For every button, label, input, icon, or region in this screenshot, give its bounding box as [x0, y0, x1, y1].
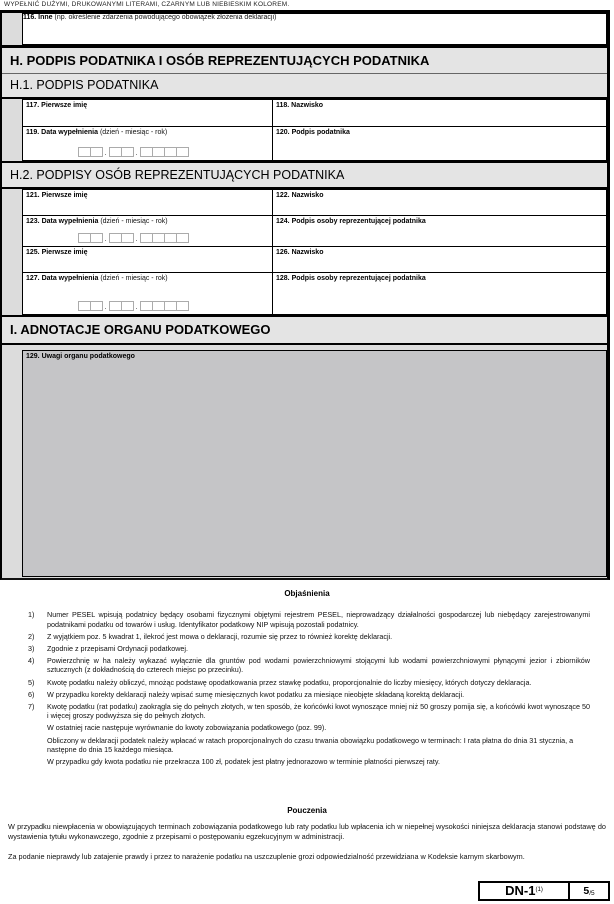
field-121-pierwsze-imie[interactable]: [23, 190, 272, 215]
field-116-inne[interactable]: [22, 13, 607, 45]
field-129-uwagi-organu[interactable]: [22, 350, 607, 577]
admonition-paragraph: W przypadku niewpłacenia w obowiązujących terminach zobowiązania podatkowego lub raty podatku lub wpłacenia ich w niepełnej wysokości niniejsza deklaracja stanowi podstawę do wystawienia tytułu wykonawczego, zgodnie z przepisami o postępowaniu egzekucyjnym w administracji.: [8, 822, 606, 842]
field-118-label: 118. Nazwisko: [276, 102, 324, 109]
list-item: 2) Z wyjątkiem poz. 5 kwadrat 1, ilekroć jest mowa o deklaracji, rozumie się przez to również korektę deklaracji.: [28, 631, 393, 641]
field-119-data-wypelnienia[interactable]: [23, 127, 272, 160]
field-127-hint: (dzień - miesiąc - rok): [100, 275, 168, 282]
field-122-nazwisko[interactable]: [273, 190, 606, 215]
admonition-paragraph: Za podanie nieprawdy lub zatajenie prawdy i przez to narażenie podatku na uszczuplenie grozi odpowiedzialność przewidziana w Kodeksie karnym skarbowym.: [8, 852, 525, 861]
field-120-podpis-podatnika[interactable]: [273, 127, 606, 160]
section-h1-header: H.1. PODPIS PODATNIKA: [2, 74, 607, 99]
list-item-7-sub: W przypadku gdy kwota podatku nie przekracza 100 zł, podatek jest płatny jednorazowo w terminie płatności pierwszej raty.: [47, 757, 440, 767]
field-125-label: 125. Pierwsze imię: [26, 249, 88, 256]
section-i-header: I. ADNOTACJE ORGANU PODATKOWEGO: [2, 315, 607, 345]
field-117-pierwsze-imie[interactable]: [23, 100, 272, 126]
field-128-podpis-osoby[interactable]: [273, 273, 606, 314]
field-121-label: 121. Pierwsze imię: [26, 192, 88, 199]
section-h-header: H. PODPIS PODATNIKA I OSÓB REPREZENTUJĄCYCH PODATNIKA: [2, 48, 607, 74]
page-indicator: [568, 883, 608, 899]
form-code-text: DN-1: [505, 883, 536, 898]
field-126-label: 126. Nazwisko: [276, 249, 324, 256]
field-125-pierwsze-imie[interactable]: [23, 247, 272, 272]
field-118-nazwisko[interactable]: [273, 100, 606, 126]
form-code: [480, 883, 568, 899]
field-127-data-wypelnienia[interactable]: [23, 273, 272, 314]
admonitions-heading: Pouczenia: [287, 806, 327, 815]
list-item: 1) Numer PESEL wpisują podatnicy będący osobami fizycznymi objętymi rejestrem PESEL, nieprowadzący działalności gospodarczej lub niebędący zarejestrowanymi podatnikami podatku od towarów i usług. Identyfikator podatkowy NIP wpisują pozostali podatnicy.: [28, 610, 590, 629]
list-item: 4) Powierzchnię w ha należy wykazać wyłącznie dla gruntów pod wodami powierzchniowymi stojącymi lub wodami powierzchniowymi płynącymi jezior i zbiorników sztucznych (z dokładnością do czterech miejsc po przecinku).: [28, 655, 590, 675]
field-124-label: 124. Podpis osoby reprezentującej podatnika: [276, 218, 426, 225]
list-item: 3) Zgodnie z przepisami Ordynacji podatkowej.: [28, 643, 189, 653]
field-123-hint: (dzień - miesiąc - rok): [100, 218, 168, 225]
field-116-label: [23, 14, 606, 23]
page-total: /5: [589, 890, 595, 897]
section-h2-header: H.2. PODPISY OSÓB REPREZENTUJĄCYCH PODATNIKA: [2, 161, 607, 189]
field-120-label: 120. Podpis podatnika: [276, 129, 350, 136]
row-116: [2, 13, 607, 48]
field-122-label: 122. Nazwisko: [276, 192, 324, 199]
i-band: [2, 345, 607, 578]
h1-fields: [2, 99, 607, 161]
field-123-date-boxes[interactable]: . .: [78, 233, 188, 243]
form-code-sub: (1): [535, 887, 543, 893]
field-119-date-boxes[interactable]: . .: [78, 147, 188, 157]
field-116-hint: (np. określenie zdarzenia powodującego obowiązek złożenia deklaracji): [54, 14, 277, 21]
field-123-data-wypelnienia[interactable]: [23, 216, 272, 246]
list-item: 5) Kwotę podatku należy obliczyć, mnożąc podstawę opodatkowania przez stawkę podatku, proporcjonalnie do liczby miesięcy, których dotyczy deklaracja.: [28, 677, 532, 687]
list-item-7-sub: Obliczony w deklaracji podatek należy wpłacać w ratach proporcjonalnych do czasu trwania obowiązku podatkowego w terminach: I rata płatna do dnia 31 stycznia, a następne do dnia 15 każdego miesiąca.: [47, 735, 574, 755]
field-123-label: 123. Data wypełnienia: [26, 218, 99, 225]
h2-fields: [2, 189, 607, 315]
field-116-number: 116. Inne: [23, 14, 53, 21]
page-number: 5: [583, 885, 590, 897]
field-127-date-boxes[interactable]: . .: [78, 301, 188, 311]
field-119-label: 119. Data wypełnienia: [26, 129, 98, 136]
field-126-nazwisko[interactable]: [273, 247, 606, 272]
field-124-podpis-osoby[interactable]: [273, 216, 606, 246]
explanations-heading: Objaśnienia: [284, 589, 330, 598]
field-129-label: 129. Uwagi organu podatkowego: [26, 353, 135, 360]
list-item-7-sub: W ostatniej racie następuje wyrównanie do kwoty zobowiązania podatkowego (poz. 99).: [47, 723, 327, 733]
field-127-label: 127. Data wypełnienia: [26, 275, 99, 282]
field-128-label: 128. Podpis osoby reprezentującej podatnika: [276, 275, 426, 282]
explanations-list: [28, 610, 590, 769]
footer-form-code-box: [478, 881, 610, 901]
form-frame: [0, 10, 610, 580]
list-item: 7) Kwotę podatku (rat podatku) zaokrągla się do pełnych złotych, w ten sposób, że końcówki kwot wynoszące mniej niż 50 groszy pomija się, a końcówki kwot wynoszące 50 i więcej groszy podwyższa się do pełnych złotych.: [28, 701, 590, 721]
fill-instruction-text: WYPEŁNIĆ DUŻYMI, DRUKOWANYMI LITERAMI, CZARNYM LUB NIEBIESKIM KOLOREM.: [4, 1, 290, 8]
list-item: 6) W przypadku korekty deklaracji należy wpisać sumę miesięcznych kwot podatku za miesiące nieobjęte składaną korektą deklaracji.: [28, 689, 465, 699]
field-119-hint: (dzień - miesiąc - rok): [99, 129, 168, 136]
field-117-label: 117. Pierwsze imię: [26, 102, 88, 109]
